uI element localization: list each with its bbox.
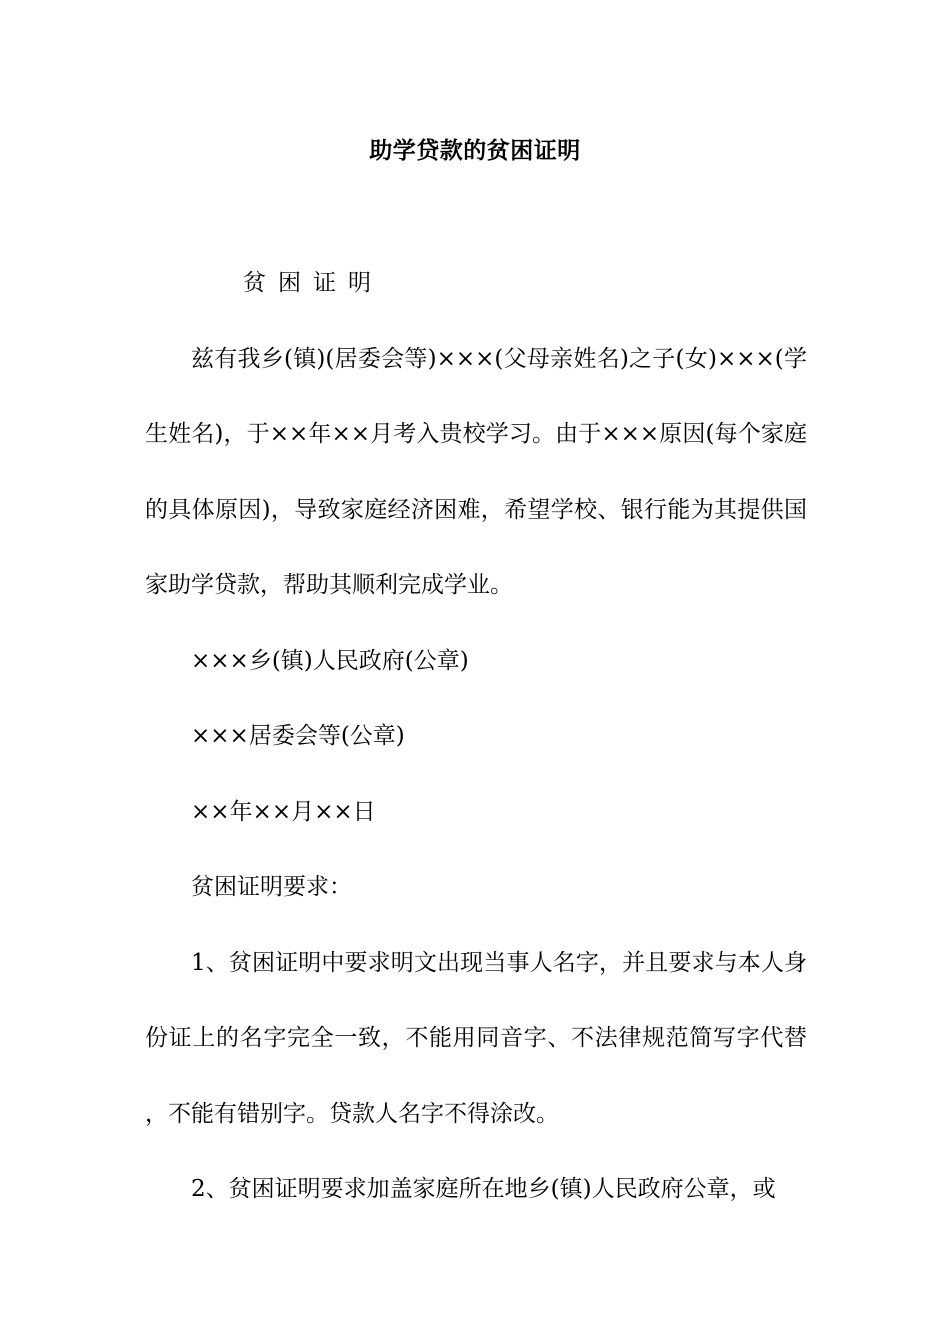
paragraph-committee-seal: ×××居委会等(公章) <box>191 723 405 749</box>
paragraph-requirement-1: 1、贫困证明中要求明文出现当事人名字，并且要求与本人身份证上的名字完全一致，不能用同音字、不法律规范简写字代替，不能有错别字。贷款人名字不得涂改。 <box>145 949 807 1127</box>
paragraph-requirements-heading: 贫困证明要求： <box>191 874 352 900</box>
document-subtitle: 贫困证明 <box>243 270 383 296</box>
document-body <box>145 246 807 1228</box>
paragraph-requirement-2: 2、贫困证明要求加盖家庭所在地乡(镇)人民政府公章，或 <box>191 1176 776 1202</box>
paragraph-date: ××年××月××日 <box>191 798 376 825</box>
paragraph-certification: 兹有我乡(镇)(居委会等)×××(父母亲姓名)之子(女)×××(学生姓名)，于××年××月考入贵校学习。由于×××原因(每个家庭的具体原因)，导致家庭经济困难，希望学校、银行能为其提供国家助学贷款，帮助其顺利完成学业。 <box>145 345 807 598</box>
document-title: 助学贷款的贫困证明 <box>369 138 581 164</box>
paragraph-government-seal: ×××乡(镇)人民政府(公章) <box>191 647 469 674</box>
